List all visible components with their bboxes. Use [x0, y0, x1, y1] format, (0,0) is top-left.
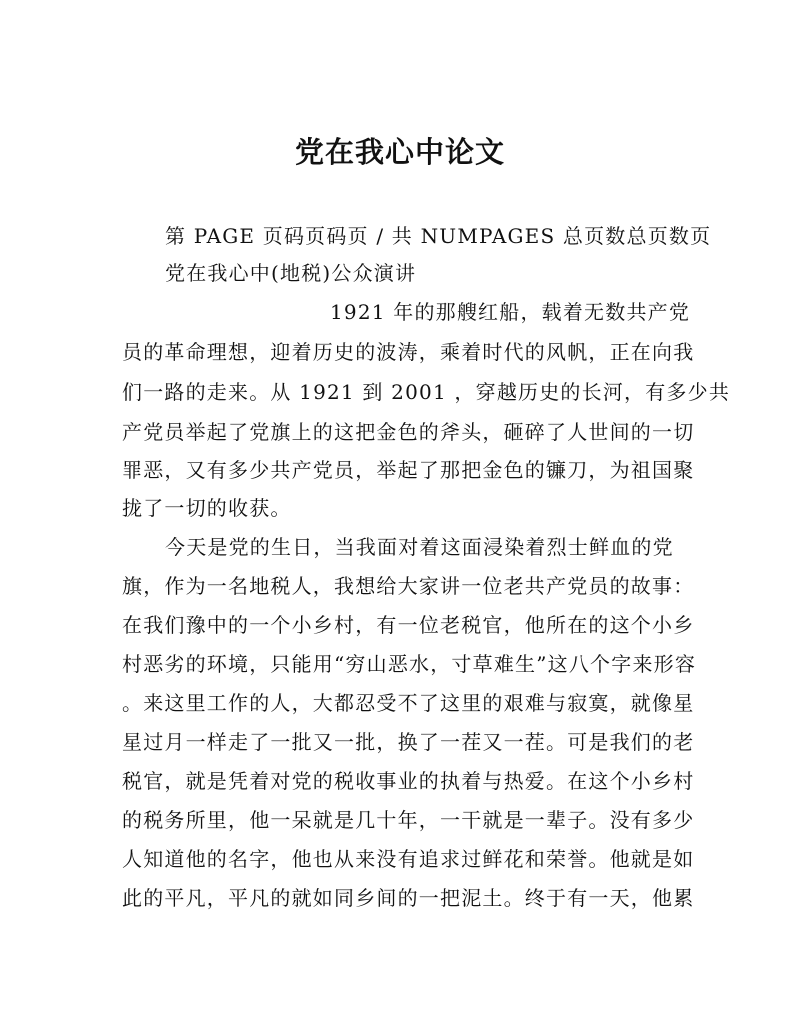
- page-number-field: 第 PAGE 页码页码页 / 共 NUMPAGES 总页数总页数页: [165, 224, 712, 248]
- paragraph-line: 今天是党的生日，当我面对着这面浸染着烈士鲜血的党: [165, 535, 674, 559]
- paragraph-line: 罪恶，又有多少共产党员，举起了那把金色的镰刀，为祖国聚: [122, 458, 695, 482]
- paragraph-line: 税官，就是凭着对党的税收事业的执着与热爱。在这个小乡村: [122, 769, 695, 793]
- paragraph-line: 们一路的走来。从 1921 到 2001 ，穿越历史的长河，有多少共: [122, 380, 731, 404]
- paragraph-line: 产党员举起了党旗上的这把金色的斧头，砸碎了人世间的一切: [122, 420, 695, 444]
- paragraph-line: 拢了一切的收获。: [122, 496, 292, 520]
- subtitle-line: 党在我心中(地税)公众演讲: [165, 261, 417, 285]
- document-title: 党在我心中论文: [294, 135, 505, 169]
- paragraph-line: 人知道他的名字，他也从来没有追求过鲜花和荣誉。他就是如: [122, 847, 695, 871]
- paragraph-line: 。来这里工作的人，大都忍受不了这里的艰难与寂寞，就像星: [122, 691, 695, 715]
- paragraph-line: 的税务所里，他一呆就是几十年，一干就是一辈子。没有多少: [122, 808, 695, 832]
- paragraph-line: 在我们豫中的一个小乡村，有一位老税官，他所在的这个小乡: [122, 613, 695, 637]
- paragraph-line: 1921 年的那艘红船，载着无数共产党: [330, 300, 691, 324]
- paragraph-line: 旗，作为一名地税人，我想给大家讲一位老共产党员的故事：: [122, 574, 695, 598]
- paragraph-line: 村恶劣的环境，只能用“穷山恶水，寸草难生”这八个字来形容: [122, 652, 697, 676]
- paragraph-line: 员的革命理想，迎着历史的波涛，乘着时代的风帆，正在向我: [122, 340, 695, 364]
- paragraph-line: 星过月一样走了一批又一批，换了一茬又一茬。可是我们的老: [122, 730, 695, 754]
- paragraph-line: 此的平凡，平凡的就如同乡间的一把泥土。终于有一天，他累: [122, 886, 695, 910]
